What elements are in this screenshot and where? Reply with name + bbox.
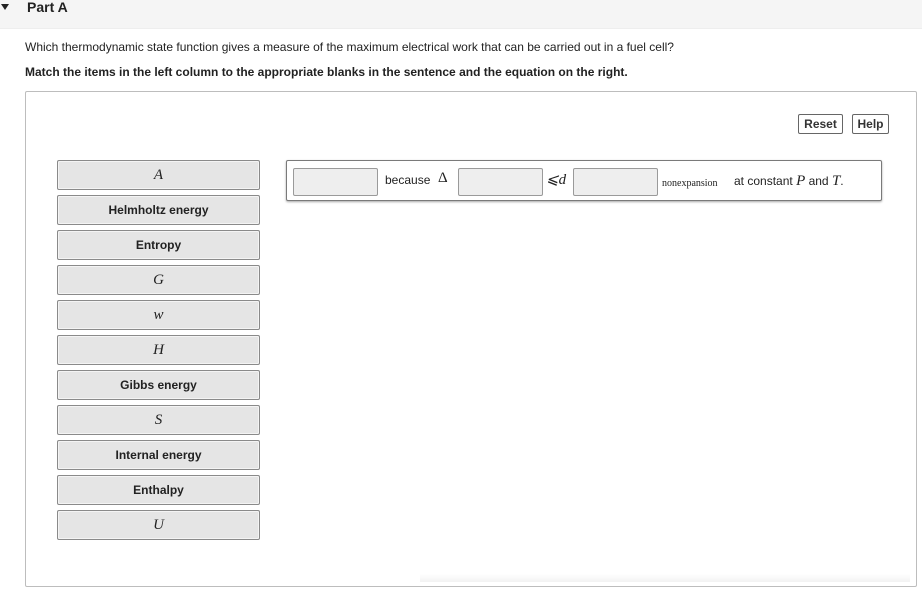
tile-entropy[interactable]: Entropy <box>57 230 260 260</box>
tile-g-symbol[interactable]: G <box>57 265 260 295</box>
drop-target-2[interactable] <box>458 168 543 196</box>
part-header[interactable] <box>0 0 922 29</box>
p-symbol: P <box>796 173 806 189</box>
tile-s-symbol[interactable]: S <box>57 405 260 435</box>
sentence-condition <box>734 173 844 190</box>
t-symbol: T <box>831 173 841 189</box>
period-text: . <box>840 174 844 188</box>
and-text: and <box>808 174 829 188</box>
instruction-text: Match the items in the left column to the appropriate blanks in the sentence and the equation on the right. <box>25 65 628 79</box>
tile-h-symbol[interactable]: H <box>57 335 260 365</box>
delta-symbol: Δ <box>438 170 448 186</box>
part-title: Part A <box>27 0 68 15</box>
tile-gibbs-energy[interactable]: Gibbs energy <box>57 370 260 400</box>
drop-target-3[interactable] <box>573 168 658 196</box>
help-button[interactable]: Help <box>852 114 889 134</box>
tile-helmholtz-energy[interactable]: Helmholtz energy <box>57 195 260 225</box>
tile-u-symbol[interactable]: U <box>57 510 260 540</box>
tile-internal-energy[interactable]: Internal energy <box>57 440 260 470</box>
question-text: Which thermodynamic state function gives a measure of the maximum electrical work that can be carried out in a fuel cell? <box>25 40 674 54</box>
drop-target-1[interactable] <box>293 168 378 196</box>
at-constant-text: at constant <box>734 174 793 188</box>
bottom-shadow <box>420 574 910 582</box>
caret-down-icon[interactable] <box>1 4 9 10</box>
sentence-because: because <box>385 173 431 187</box>
nonexpansion-subscript: nonexpansion <box>662 178 718 189</box>
tile-a-symbol[interactable]: A <box>57 160 260 190</box>
tile-enthalpy[interactable]: Enthalpy <box>57 475 260 505</box>
reset-button[interactable]: Reset <box>798 114 843 134</box>
leq-d-symbol: ⩽d <box>546 172 567 188</box>
sentence-target-area <box>286 160 882 201</box>
tile-w-symbol[interactable]: w <box>57 300 260 330</box>
